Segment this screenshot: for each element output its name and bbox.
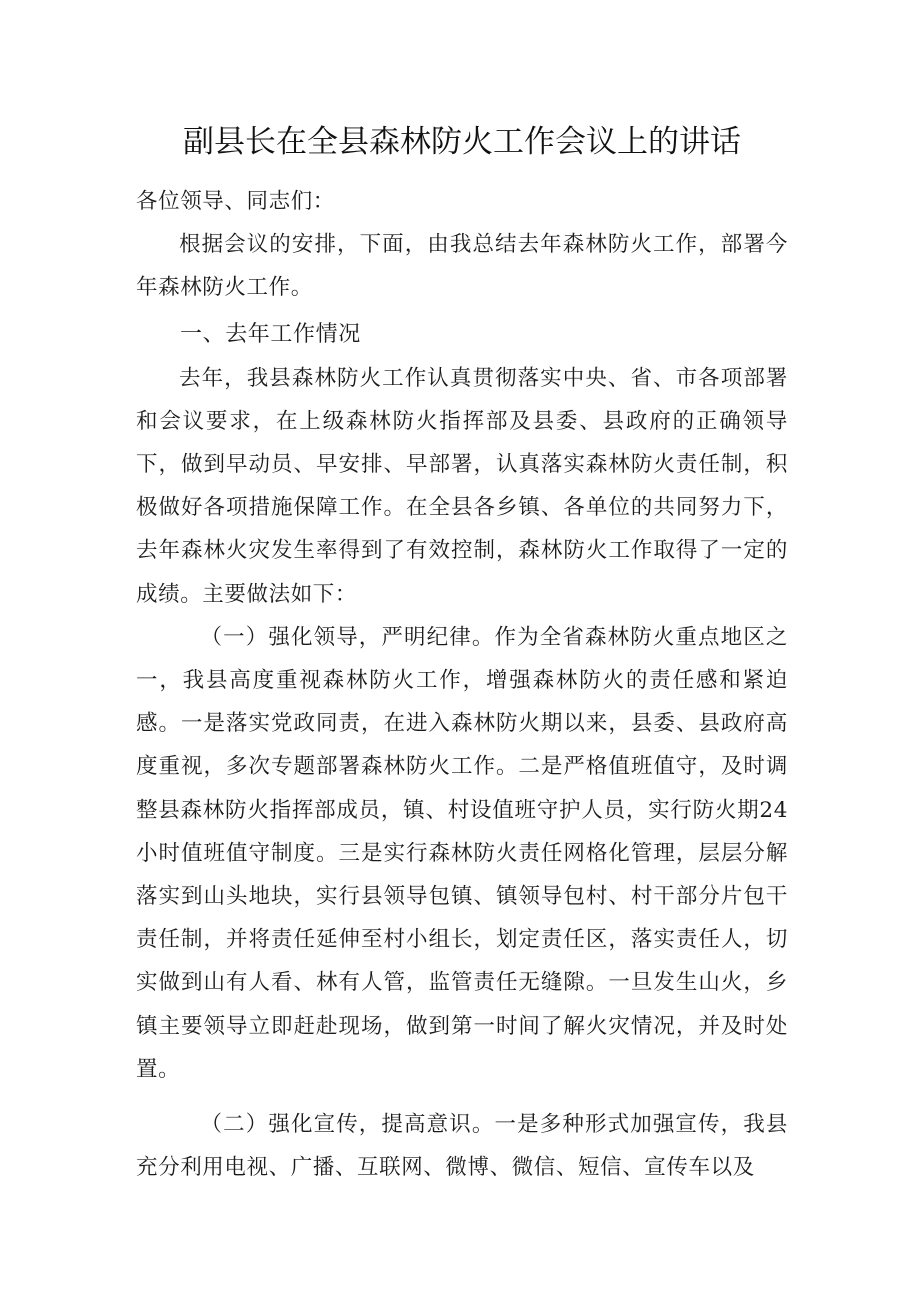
section-heading-1: 一、去年工作情况 (180, 321, 361, 347)
intro-paragraph: 根据会议的安排，下面，由我总结去年森林防火工作，部署今年森林防火工作。 (136, 232, 788, 301)
section-2-paragraph: （二）强化宣传，提高意识。一是多种形式加强宣传，我县充分利用电视、广播、互联网、微博、微信、短信、宣传车以及 (136, 1112, 788, 1181)
document-body (136, 180, 788, 1189)
summary-paragraph: 去年，我县森林防火工作认真贯彻落实中央、省、市各项部署和会议要求，在上级森林防火指挥部及县委、县政府的正确领导下，做到早动员、早安排、早部署，认真落实森林防火责任制，积极做好各项措施保障工作。在全县各乡镇、各单位的共同努力下，去年森林火灾发生率得到了有效控制，森林防火工作取得了一定的成绩。主要做法如下： (136, 365, 788, 607)
section-1-paragraph: （一）强化领导，严明纪律。作为全省森林防火重点地区之一，我县高度重视森林防火工作，增强森林防火的责任感和紧迫感。一是落实党政同责，在进入森林防火期以来，县委、县政府高度重视，多次专题部署森林防火工作。二是严格值班值守，及时调整县森林防火指挥部成员，镇、村设值班守护人员，实行防火期24小时值班值守制度。三是实行森林防火责任网格化管理，层层分解落实到山头地块，实行县领导包镇、镇领导包村、村干部分片包干责任制，并将责任延伸至村小组长，划定责任区，落实责任人，切实做到山有人看、林有人管，监管责任无缝隙。一旦发生山火，乡镇主要领导立即赶赴现场，做到第一时间了解火灾情况，并及时处置。 (136, 624, 788, 1082)
salutation: 各位领导、同志们： (136, 189, 335, 214)
document-title: 副县长在全县森林防火工作会议上的讲话 (183, 124, 741, 160)
